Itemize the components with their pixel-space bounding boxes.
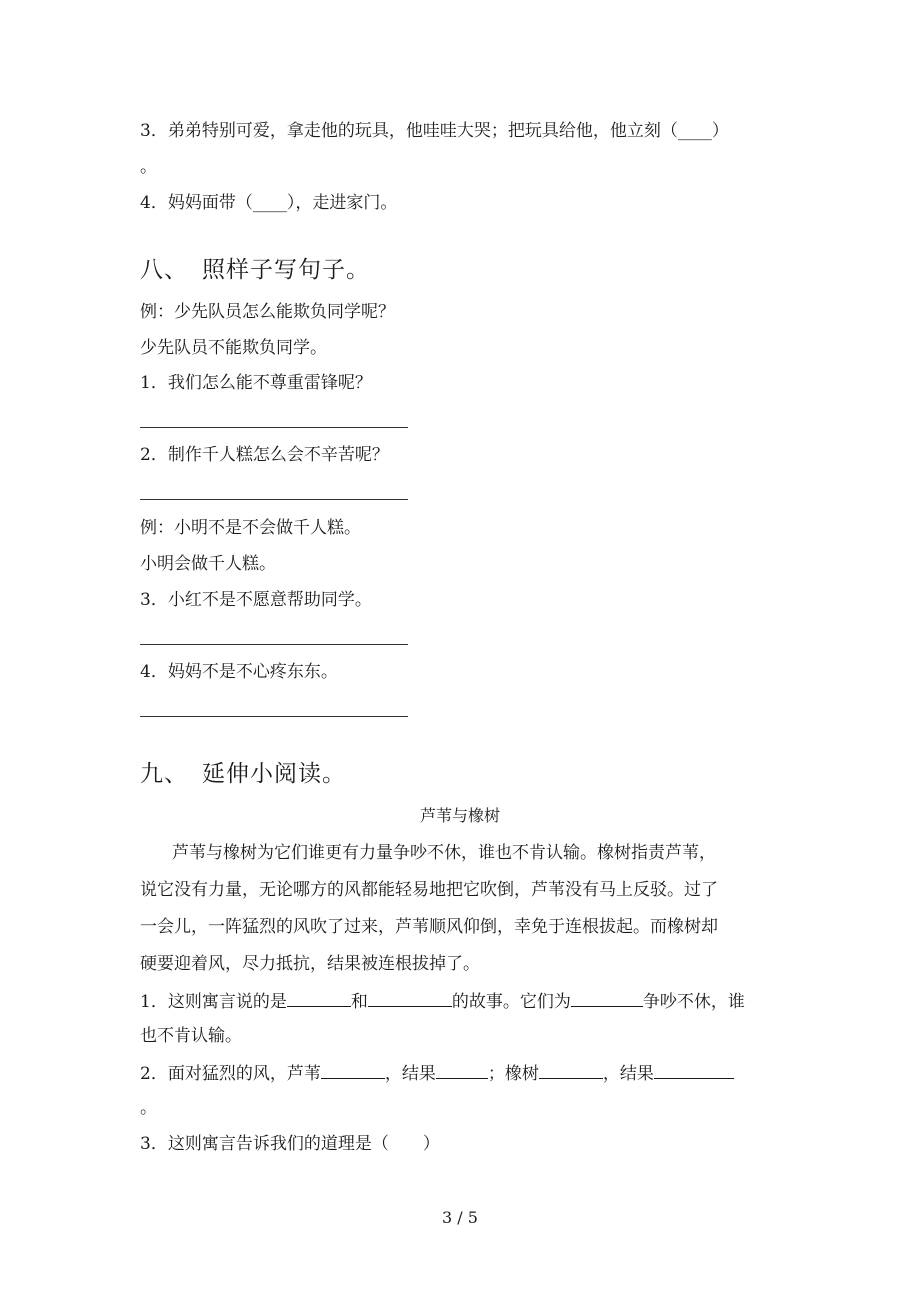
section-8-heading (140, 256, 370, 284)
s8-answer-line-1 (140, 427, 408, 428)
s8-question-2: 2．制作千人糕怎么会不辛苦呢？ (140, 445, 389, 465)
fill-blank[interactable] (539, 1062, 603, 1079)
story-line-2: 说它没有力量，无论哪方的风都能轻易地把它吹倒，芦苇没有马上反驳。过了 (140, 880, 718, 900)
s7-question-3: 3．弟弟特别可爱，拿走他的玩具，他哇哇大哭；把玩具给他，他立刻（____） (140, 121, 729, 141)
s8-example-2-answer: 小明会做千人糕。 (140, 554, 276, 574)
s8-answer-line-2 (140, 499, 408, 500)
fill-blank[interactable] (436, 1062, 488, 1079)
story-line-1: 芦苇与橡树为它们谁更有力量争吵不休，谁也不肯认输。橡树指责芦苇， (172, 843, 716, 863)
fill-blank[interactable] (571, 990, 643, 1007)
s8-question-3: 3．小红不是不愿意帮助同学。 (140, 590, 372, 610)
s7-question-4: 4．妈妈面带（____），走进家门。 (140, 193, 398, 213)
s8-answer-line-4 (140, 716, 408, 717)
section-9-title: 延伸小阅读。 (202, 761, 346, 787)
section-8-title: 照样子写句子。 (202, 257, 370, 283)
section-9-number: 九、 (140, 761, 188, 787)
story-line-3: 一会儿，一阵猛烈的风吹了过来，芦苇顺风仰倒，幸免于连根拔起。而橡树却 (140, 917, 718, 937)
s7-question-3-end: 。 (140, 157, 157, 177)
s8-example-1-answer: 少先队员不能欺负同学。 (140, 338, 327, 358)
story-title: 芦苇与橡树 (419, 806, 500, 825)
fill-blank[interactable] (654, 1062, 734, 1079)
s8-question-4: 4．妈妈不是不心疼东东。 (140, 662, 338, 682)
page-number: 3 / 5 (442, 1208, 478, 1227)
s9-question-1: 1．这则寓言说的是 和 的故事。它们为 争吵不休，谁 (140, 992, 745, 1012)
s8-example-1-question: 例：少先队员怎么能欺负同学呢？ (140, 302, 395, 322)
fill-blank[interactable] (287, 990, 351, 1007)
fill-blank[interactable] (368, 990, 452, 1007)
s9-question-1-end: 也不肯认输。 (140, 1026, 242, 1046)
fill-blank[interactable] (321, 1062, 385, 1079)
s8-question-1: 1．我们怎么能不尊重雷锋呢？ (140, 373, 372, 393)
s9-question-2: 2．面对猛烈的风，芦苇 ，结果 ；橡树 ，结果 (140, 1062, 734, 1084)
s8-example-2-question: 例：小明不是不会做千人糕。 (140, 518, 361, 538)
story-line-4: 硬要迎着风，尽力抵抗，结果被连根拔掉了。 (140, 954, 480, 974)
s8-answer-line-3 (140, 644, 408, 645)
section-9-heading (140, 760, 346, 788)
section-8-number: 八、 (140, 257, 188, 283)
s9-question-2-end: 。 (140, 1098, 157, 1118)
s9-question-3: 3．这则寓言告诉我们的道理是（ ） (140, 1134, 440, 1154)
